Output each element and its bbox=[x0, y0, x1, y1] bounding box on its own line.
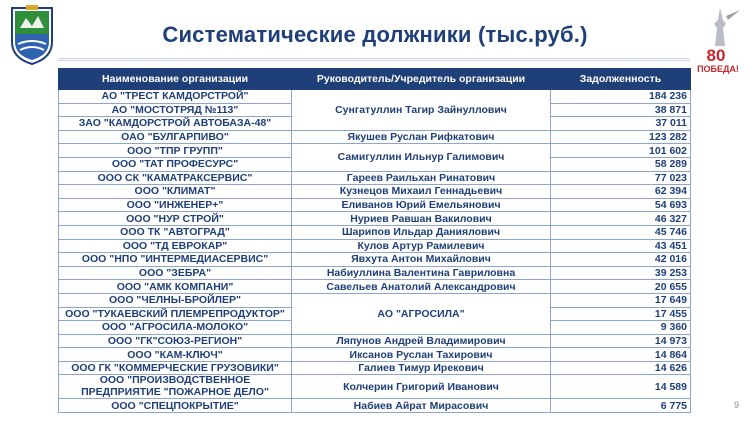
debt-amount-cell: 9 360 bbox=[551, 321, 691, 335]
head-cell: Набиев Айрат Мирасович bbox=[292, 399, 551, 413]
organization-cell: ООО ГК "КОММЕРЧЕСКИЕ ГРУЗОВИКИ" bbox=[59, 361, 292, 375]
debt-amount-cell: 37 011 bbox=[551, 117, 691, 131]
head-cell: АО "АГРОСИЛА" bbox=[292, 293, 551, 334]
table-row bbox=[59, 185, 691, 199]
head-cell: Самигуллин Ильнур Галимович bbox=[292, 144, 551, 171]
debt-amount-cell: 6 775 bbox=[551, 399, 691, 413]
debt-amount-cell: 38 871 bbox=[551, 103, 691, 117]
head-cell: Явхута Антон Михайлович bbox=[292, 253, 551, 267]
debt-amount-cell: 123 282 bbox=[551, 130, 691, 144]
debt-amount-cell: 14 626 bbox=[551, 361, 691, 375]
victory-badge-number: 80 bbox=[706, 46, 726, 65]
organization-cell: ООО "НУР СТРОЙ" bbox=[59, 212, 292, 226]
head-cell: Якушев Руслан Рифкатович bbox=[292, 130, 551, 144]
head-cell: Кулов Артур Рамилевич bbox=[292, 239, 551, 253]
debt-amount-cell: 14 864 bbox=[551, 348, 691, 362]
head-cell: Шарипов Ильдар Даниялович bbox=[292, 225, 551, 239]
debt-amount-cell: 62 394 bbox=[551, 185, 691, 199]
table-header-row bbox=[59, 69, 691, 90]
table-row bbox=[59, 130, 691, 144]
organization-cell: ЗАО "КАМДОРСТРОЙ АВТОБАЗА-48" bbox=[59, 117, 292, 131]
organization-cell: ООО "ЧЕЛНЫ-БРОЙЛЕР" bbox=[59, 293, 292, 307]
organization-cell: ООО "ЗЕБРА" bbox=[59, 266, 292, 280]
debt-amount-cell: 184 236 bbox=[551, 90, 691, 104]
debt-amount-cell: 45 746 bbox=[551, 225, 691, 239]
victory-badge-caption: ПОБЕДА! bbox=[697, 64, 739, 74]
column-header-head: Руководитель/Учредитель организации bbox=[292, 69, 551, 90]
organization-cell: ООО "ПРОИЗВОДСТВЕННОЕ ПРЕДПРИЯТИЕ "ПОЖАРНОЕ ДЕЛО" bbox=[59, 375, 292, 399]
head-cell: Колчерин Григорий Иванович bbox=[292, 375, 551, 399]
head-cell: Иксанов Руслан Тахирович bbox=[292, 348, 551, 362]
table-row bbox=[59, 253, 691, 267]
debt-amount-cell: 17 455 bbox=[551, 307, 691, 321]
head-cell: Кузнецов Михаил Геннадьевич bbox=[292, 185, 551, 199]
table-row bbox=[59, 375, 691, 399]
head-cell: Сунгатуллин Тагир Зайнуллович bbox=[292, 90, 551, 131]
table-row bbox=[59, 239, 691, 253]
head-cell: Савельев Анатолий Александрович bbox=[292, 280, 551, 294]
organization-cell: ООО "АГРОСИЛА-МОЛОКО" bbox=[59, 321, 292, 335]
debt-amount-cell: 43 451 bbox=[551, 239, 691, 253]
organization-cell: ООО "КАМ-КЛЮЧ" bbox=[59, 348, 292, 362]
debt-amount-cell: 101 602 bbox=[551, 144, 691, 158]
debt-amount-cell: 17 649 bbox=[551, 293, 691, 307]
page-title: Систематические должники (тыс.руб.) bbox=[162, 22, 588, 47]
column-header-organization: Наименование организации bbox=[59, 69, 292, 90]
head-cell: Гареев Раильхан Ринатович bbox=[292, 171, 551, 185]
table-row bbox=[59, 198, 691, 212]
table-row bbox=[59, 171, 691, 185]
table-row bbox=[59, 90, 691, 104]
debt-amount-cell: 46 327 bbox=[551, 212, 691, 226]
table-row bbox=[59, 361, 691, 375]
page-number: 9 bbox=[734, 400, 740, 410]
table-row bbox=[59, 334, 691, 348]
organization-cell: ООО "ИНЖЕНЕР+" bbox=[59, 198, 292, 212]
debt-amount-cell: 14 589 bbox=[551, 375, 691, 399]
organization-cell: ООО "ГК"СОЮЗ-РЕГИОН" bbox=[59, 334, 292, 348]
table-row bbox=[59, 212, 691, 226]
table-row bbox=[59, 399, 691, 413]
debt-amount-cell: 39 253 bbox=[551, 266, 691, 280]
head-cell: Нуриев Равшан Вакилович bbox=[292, 212, 551, 226]
table-row bbox=[59, 225, 691, 239]
debt-amount-cell: 58 289 bbox=[551, 157, 691, 171]
table-row bbox=[59, 348, 691, 362]
debt-amount-cell: 77 023 bbox=[551, 171, 691, 185]
organization-cell: ООО "ТПР ГРУПП" bbox=[59, 144, 292, 158]
debt-amount-cell: 42 016 bbox=[551, 253, 691, 267]
organization-cell: ОАО "БУЛГАРПИВО" bbox=[59, 130, 292, 144]
organization-cell: АО "МОСТОТРЯД №113" bbox=[59, 103, 292, 117]
organization-cell: ООО СК "КАМАТРАКСЕРВИС" bbox=[59, 171, 292, 185]
debt-amount-cell: 54 693 bbox=[551, 198, 691, 212]
title-divider bbox=[58, 60, 690, 61]
organization-cell: ООО "ТУКАЕВСКИЙ ПЛЕМРЕПРОДУКТОР" bbox=[59, 307, 292, 321]
table-row bbox=[59, 266, 691, 280]
organization-cell: ООО "ТАТ ПРОФЕСУРС" bbox=[59, 157, 292, 171]
debt-amount-cell: 20 655 bbox=[551, 280, 691, 294]
title-divider bbox=[58, 58, 690, 59]
organization-cell: ООО "ТД ЕВРОКАР" bbox=[59, 239, 292, 253]
debt-amount-cell: 14 973 bbox=[551, 334, 691, 348]
organization-cell: ООО ТК "АВТОГРАД" bbox=[59, 225, 292, 239]
head-cell: Набиуллина Валентина Гавриловна bbox=[292, 266, 551, 280]
table-row bbox=[59, 293, 691, 307]
table-row bbox=[59, 144, 691, 158]
organization-cell: АО "ТРЕСТ КАМДОРСТРОЙ" bbox=[59, 90, 292, 104]
debtors-table-body bbox=[59, 90, 691, 413]
organization-cell: ООО "СПЕЦПОКРЫТИЕ" bbox=[59, 399, 292, 413]
head-cell: Еливанов Юрий Емельянович bbox=[292, 198, 551, 212]
debtors-table bbox=[58, 68, 691, 413]
table-row bbox=[59, 280, 691, 294]
head-cell: Галиев Тимур Ирекович bbox=[292, 361, 551, 375]
column-header-debt: Задолженность bbox=[551, 69, 691, 90]
organization-cell: ООО "КЛИМАТ" bbox=[59, 185, 292, 199]
organization-cell: ООО "АМК КОМПАНИ" bbox=[59, 280, 292, 294]
organization-cell: ООО "НПО "ИНТЕРМЕДИАСЕРВИС" bbox=[59, 253, 292, 267]
head-cell: Ляпунов Андрей Владимирович bbox=[292, 334, 551, 348]
